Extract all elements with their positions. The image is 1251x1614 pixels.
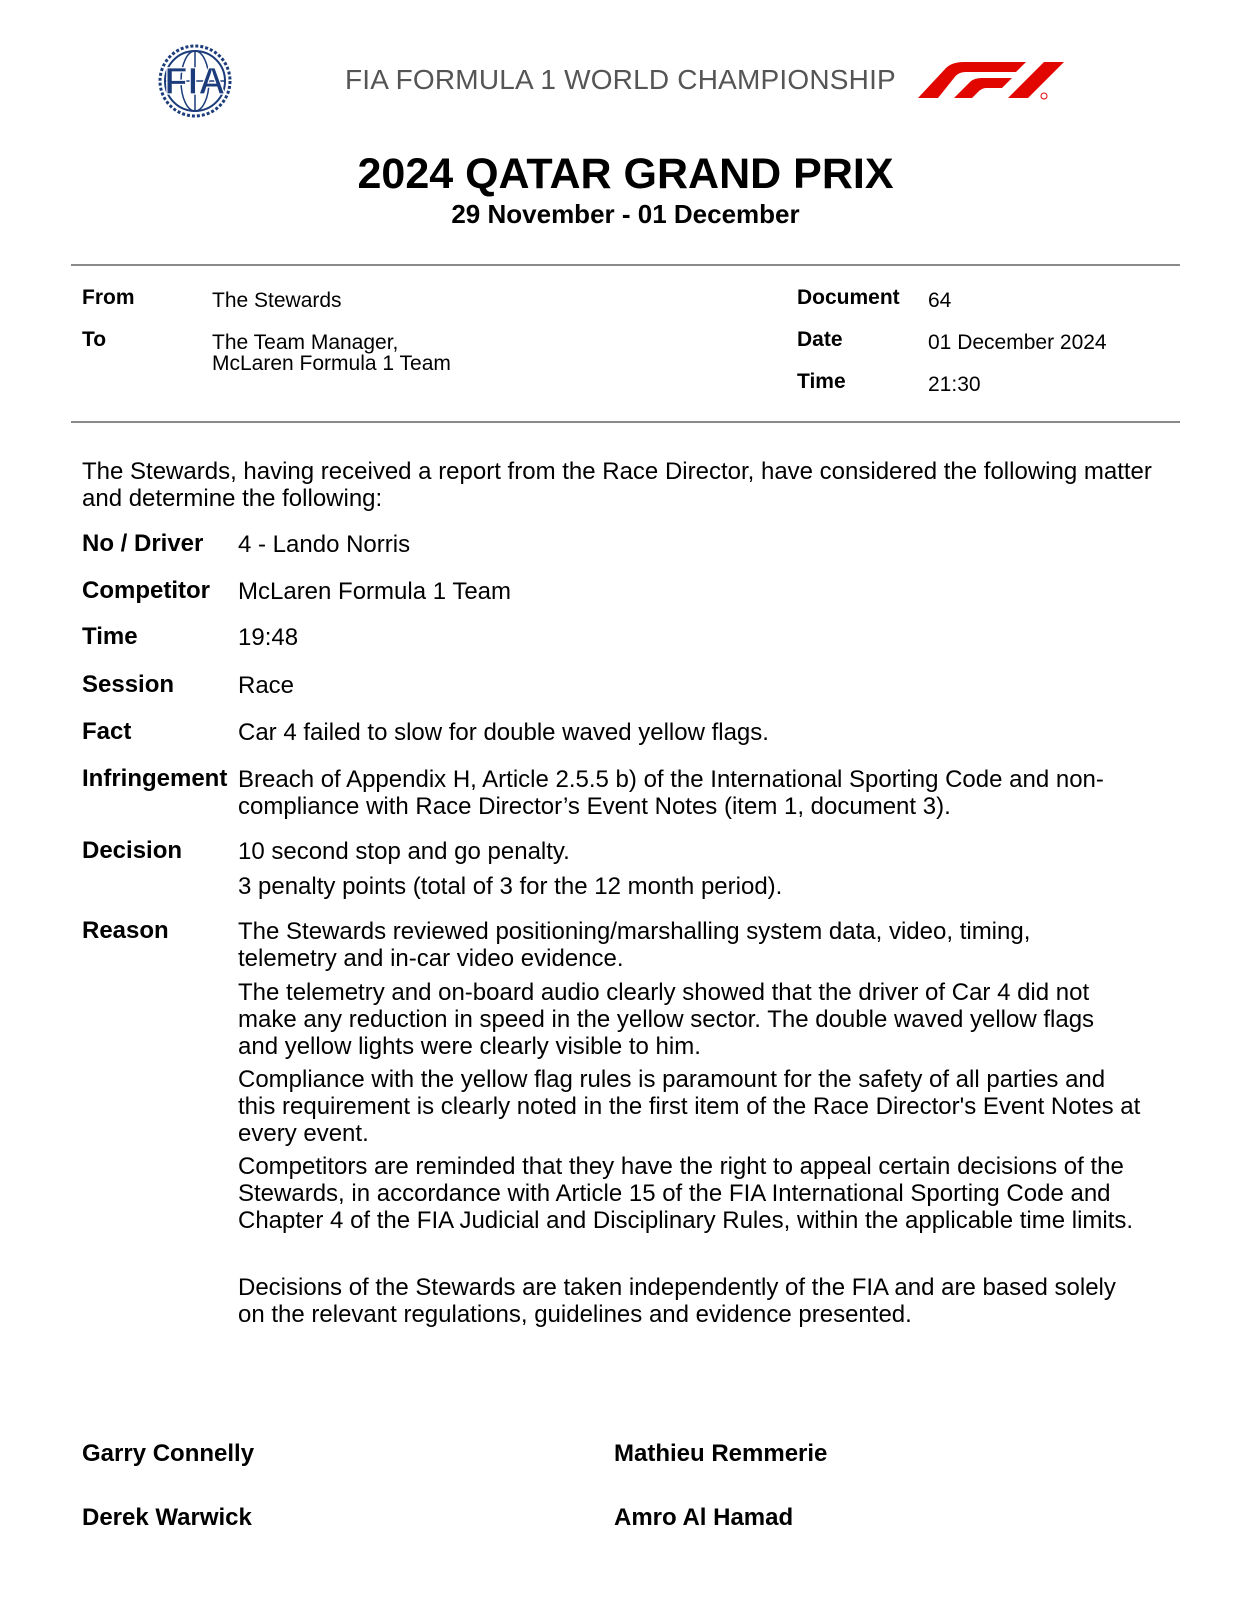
to-label: To (82, 328, 107, 351)
time-value: 21:30 (928, 373, 981, 396)
signatory-name: Derek Warwick (82, 1504, 252, 1531)
reason-paragraph-2: The telemetry and on-board audio clearly showed that the driver of Car 4 did not make any reduction in speed in the yellow sector. The double waved yellow flags and yellow lights were clearly visible to him. (238, 979, 1095, 1060)
fact-value: Car 4 failed to slow for double waved yellow flags. (238, 719, 769, 746)
championship-title: FIA FORMULA 1 WORLD CHAMPIONSHIP (345, 64, 896, 95)
from-value: The Stewards (212, 289, 342, 312)
decision-line1: 10 second stop and go penalty. (238, 838, 570, 865)
fact-label: Fact (82, 718, 132, 745)
infringement-value: Breach of Appendix H, Article 2.5.5 b) of the International Sporting Code and non-compliance with Race Director’s Event Notes (item 1, document 3). (238, 766, 1104, 820)
session-label: Session (82, 671, 175, 698)
intro-text: The Stewards, having received a report from the Race Director, have considered the following matter and determine the following: (82, 458, 1152, 512)
signatory-name: Mathieu Remmerie (614, 1440, 828, 1467)
decision-line2: 3 penalty points (total of 3 for the 12 month period). (238, 873, 783, 900)
fia-logo (143, 44, 247, 118)
document-value: 64 (928, 289, 952, 312)
to-value-line2: McLaren Formula 1 Team (212, 352, 451, 375)
event-dates: 29 November - 01 December (451, 199, 800, 229)
reason-label: Reason (82, 917, 169, 944)
time-field-label: Time (82, 623, 138, 650)
event-title: 2024 QATAR GRAND PRIX (357, 150, 894, 198)
bottom-divider (71, 421, 1180, 423)
fia-logo-text: FIA (164, 61, 226, 103)
top-divider (71, 264, 1180, 266)
date-value: 01 December 2024 (928, 331, 1107, 354)
time-label: Time (797, 370, 846, 393)
reason-paragraph-4: Competitors are reminded that they have the right to appeal certain decisions of the Stewards, in accordance with Article 15 of the FIA International Sporting Code and Chapter 4 of the FIA Judicial and Disciplinary Rules, within the applicable time limits. (238, 1153, 1134, 1234)
signatory-name: Amro Al Hamad (614, 1504, 794, 1531)
reason-paragraph-1: The Stewards reviewed positioning/marshalling system data, video, timing, telemetry and in-car video evidence. (238, 918, 1031, 972)
signatory-name: Garry Connelly (82, 1440, 255, 1467)
driver-label: No / Driver (82, 530, 204, 557)
time-field-value: 19:48 (238, 624, 299, 651)
disclaimer-text: Decisions of the Stewards are taken independently of the FIA and are based solely on the relevant regulations, guidelines and evidence presented. (238, 1274, 1116, 1328)
from-label: From (82, 286, 135, 309)
driver-value: 4 - Lando Norris (238, 531, 411, 558)
competitor-label: Competitor (82, 577, 210, 604)
infringement-label: Infringement (82, 765, 228, 792)
decision-label: Decision (82, 837, 183, 864)
to-value-line1: The Team Manager, (212, 331, 399, 354)
competitor-value: McLaren Formula 1 Team (238, 578, 511, 605)
date-label: Date (797, 328, 843, 351)
session-value: Race (238, 672, 295, 699)
document-label: Document (797, 286, 900, 309)
f1-logo (916, 60, 1066, 102)
reason-paragraph-3: Compliance with the yellow flag rules is paramount for the safety of all parties and this requirement is clearly noted in the first item of the Race Director's Event Notes at every event. (238, 1066, 1141, 1147)
